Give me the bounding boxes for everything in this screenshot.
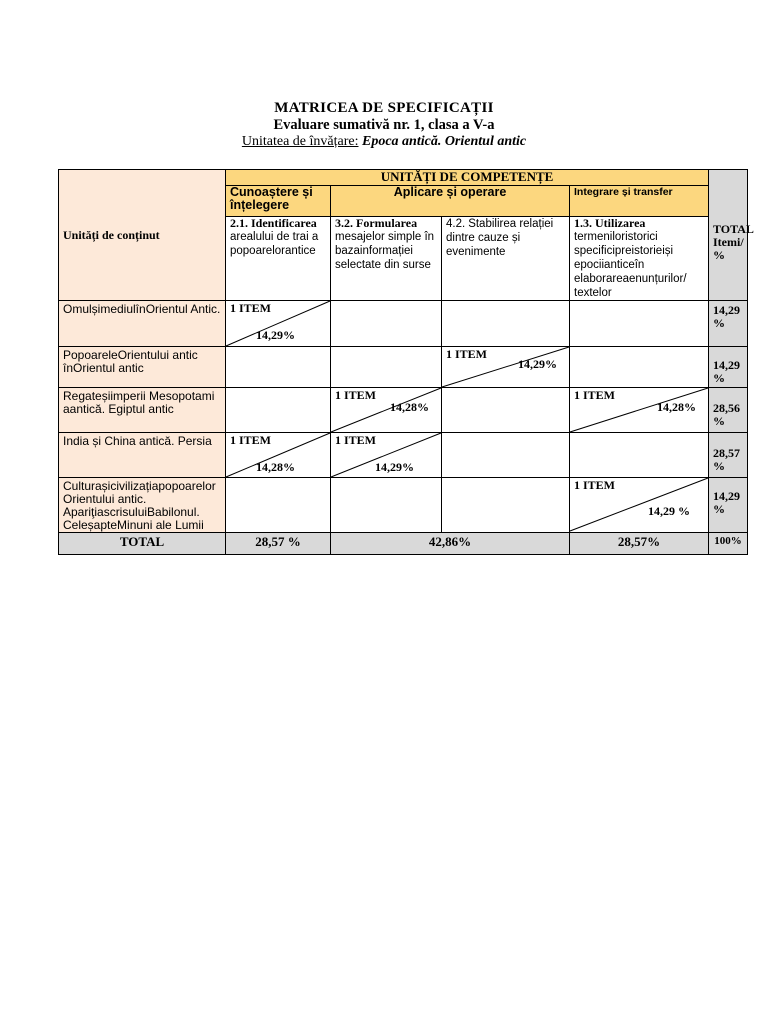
- content-units-header: Unități de conținut: [59, 170, 226, 301]
- competence-3-2: [331, 217, 442, 301]
- content-row-label: Culturașicivilizațiapopoarelor Orientului antic. ApariţiascrisuluiBabilonul. CeleșapteMinuni ale Lumii: [59, 478, 226, 533]
- matrix-cell: [226, 433, 331, 478]
- specification-matrix: [58, 169, 754, 555]
- unit-name: Epoca antică. Orientul antic: [361, 134, 527, 149]
- content-row-label: India și China antică. Persia: [59, 433, 226, 478]
- total-cunoastere: 28,57 %: [226, 533, 331, 555]
- matrix-cell: [570, 388, 709, 433]
- competence-4-2: [442, 217, 570, 301]
- competence-text: termeniloristorici specificipreistorieiși epociianticeîn elaborareaenunțurilor/ textelor: [574, 231, 687, 299]
- item-label: 1 ITEM: [574, 478, 616, 492]
- item-percent: 14,29%: [256, 328, 295, 342]
- matrix-cell: [331, 347, 442, 388]
- competence-text: arealului de trai a popoarelorantice: [230, 231, 319, 257]
- row-total: 14,29 %: [709, 478, 748, 533]
- matrix-cell: [570, 433, 709, 478]
- total-aplicare: 42,86%: [331, 533, 570, 555]
- group-aplicare: Aplicare și operare: [331, 186, 570, 217]
- item-label: 1 ITEM: [574, 388, 616, 402]
- row-total: 14,29 %: [709, 347, 748, 388]
- document-title: MATRICEA DE SPECIFICAȚII: [274, 100, 494, 116]
- competence-code: 4.2.: [446, 218, 466, 230]
- item-label: 1 ITEM: [335, 388, 377, 402]
- matrix-cell: [442, 301, 570, 347]
- row-total: 14,29 %: [709, 301, 748, 347]
- competence-text: Stabilirea relației dintre cauze și evenimente: [446, 218, 554, 258]
- matrix-cell: [570, 478, 709, 533]
- item-percent: 14,28%: [657, 400, 696, 414]
- item-percent: 14,29%: [375, 460, 414, 474]
- matrix-cell: [442, 388, 570, 433]
- item-label: 1 ITEM: [230, 433, 272, 447]
- item-percent: 14,28%: [256, 460, 295, 474]
- total-integrare: 28,57%: [570, 533, 709, 555]
- group-integrare: Integrare și transfer: [570, 186, 709, 217]
- matrix-cell: [570, 301, 709, 347]
- item-percent: 14,28%: [390, 400, 429, 414]
- content-row-label: PopoareleOrientului antic înOrientul antic: [59, 347, 226, 388]
- group-cunoastere: Cunoaștere și înțelegere: [226, 186, 331, 217]
- competence-1-3: [570, 217, 709, 301]
- item-percent: 14,29%: [518, 357, 557, 371]
- unit-label: Unitatea de învățare:: [241, 134, 359, 149]
- matrix-cell: [226, 478, 331, 533]
- matrix-cell: [570, 347, 709, 388]
- content-row-label: Regateșiimperii Mesopotami aantică. Egiptul antic: [59, 388, 226, 433]
- competence-units-header: UNITĂȚI DE COMPETENȚE: [226, 170, 709, 186]
- item-label: 1 ITEM: [335, 433, 377, 447]
- matrix-cell: [226, 388, 331, 433]
- competence-code: 1.3. Utilizarea: [574, 216, 646, 230]
- matrix-cell: [331, 478, 442, 533]
- unit-line: [0, 134, 768, 150]
- content-row-label: OmulșimediulînOrientul Antic.: [59, 301, 226, 347]
- matrix-cell: [442, 478, 570, 533]
- matrix-cell: [331, 433, 442, 478]
- item-label: 1 ITEM: [230, 301, 272, 315]
- matrix-cell: [226, 301, 331, 347]
- row-total: 28,56 %: [709, 388, 748, 433]
- matrix-cell: [331, 388, 442, 433]
- item-percent: 14,29 %: [648, 504, 690, 518]
- matrix-cell: [226, 347, 331, 388]
- competence-2-1: [226, 217, 331, 301]
- competence-code: 3.2. Formularea: [335, 216, 418, 230]
- total-label: TOTAL: [59, 533, 226, 555]
- competence-code: 2.1. Identificarea: [230, 216, 317, 230]
- matrix-cell: [442, 433, 570, 478]
- row-total: 28,57 %: [709, 433, 748, 478]
- matrix-cell: [331, 301, 442, 347]
- matrix-cell: [442, 347, 570, 388]
- total-overall: 100%: [709, 533, 748, 555]
- total-items-header: TOTAL Itemi/ %: [709, 170, 748, 301]
- item-label: 1 ITEM: [446, 347, 488, 361]
- competence-text: mesajelor simple în bazainformației selectate din surse: [335, 231, 435, 271]
- document-subtitle: Evaluare sumativă nr. 1, clasa a V-a: [273, 117, 495, 133]
